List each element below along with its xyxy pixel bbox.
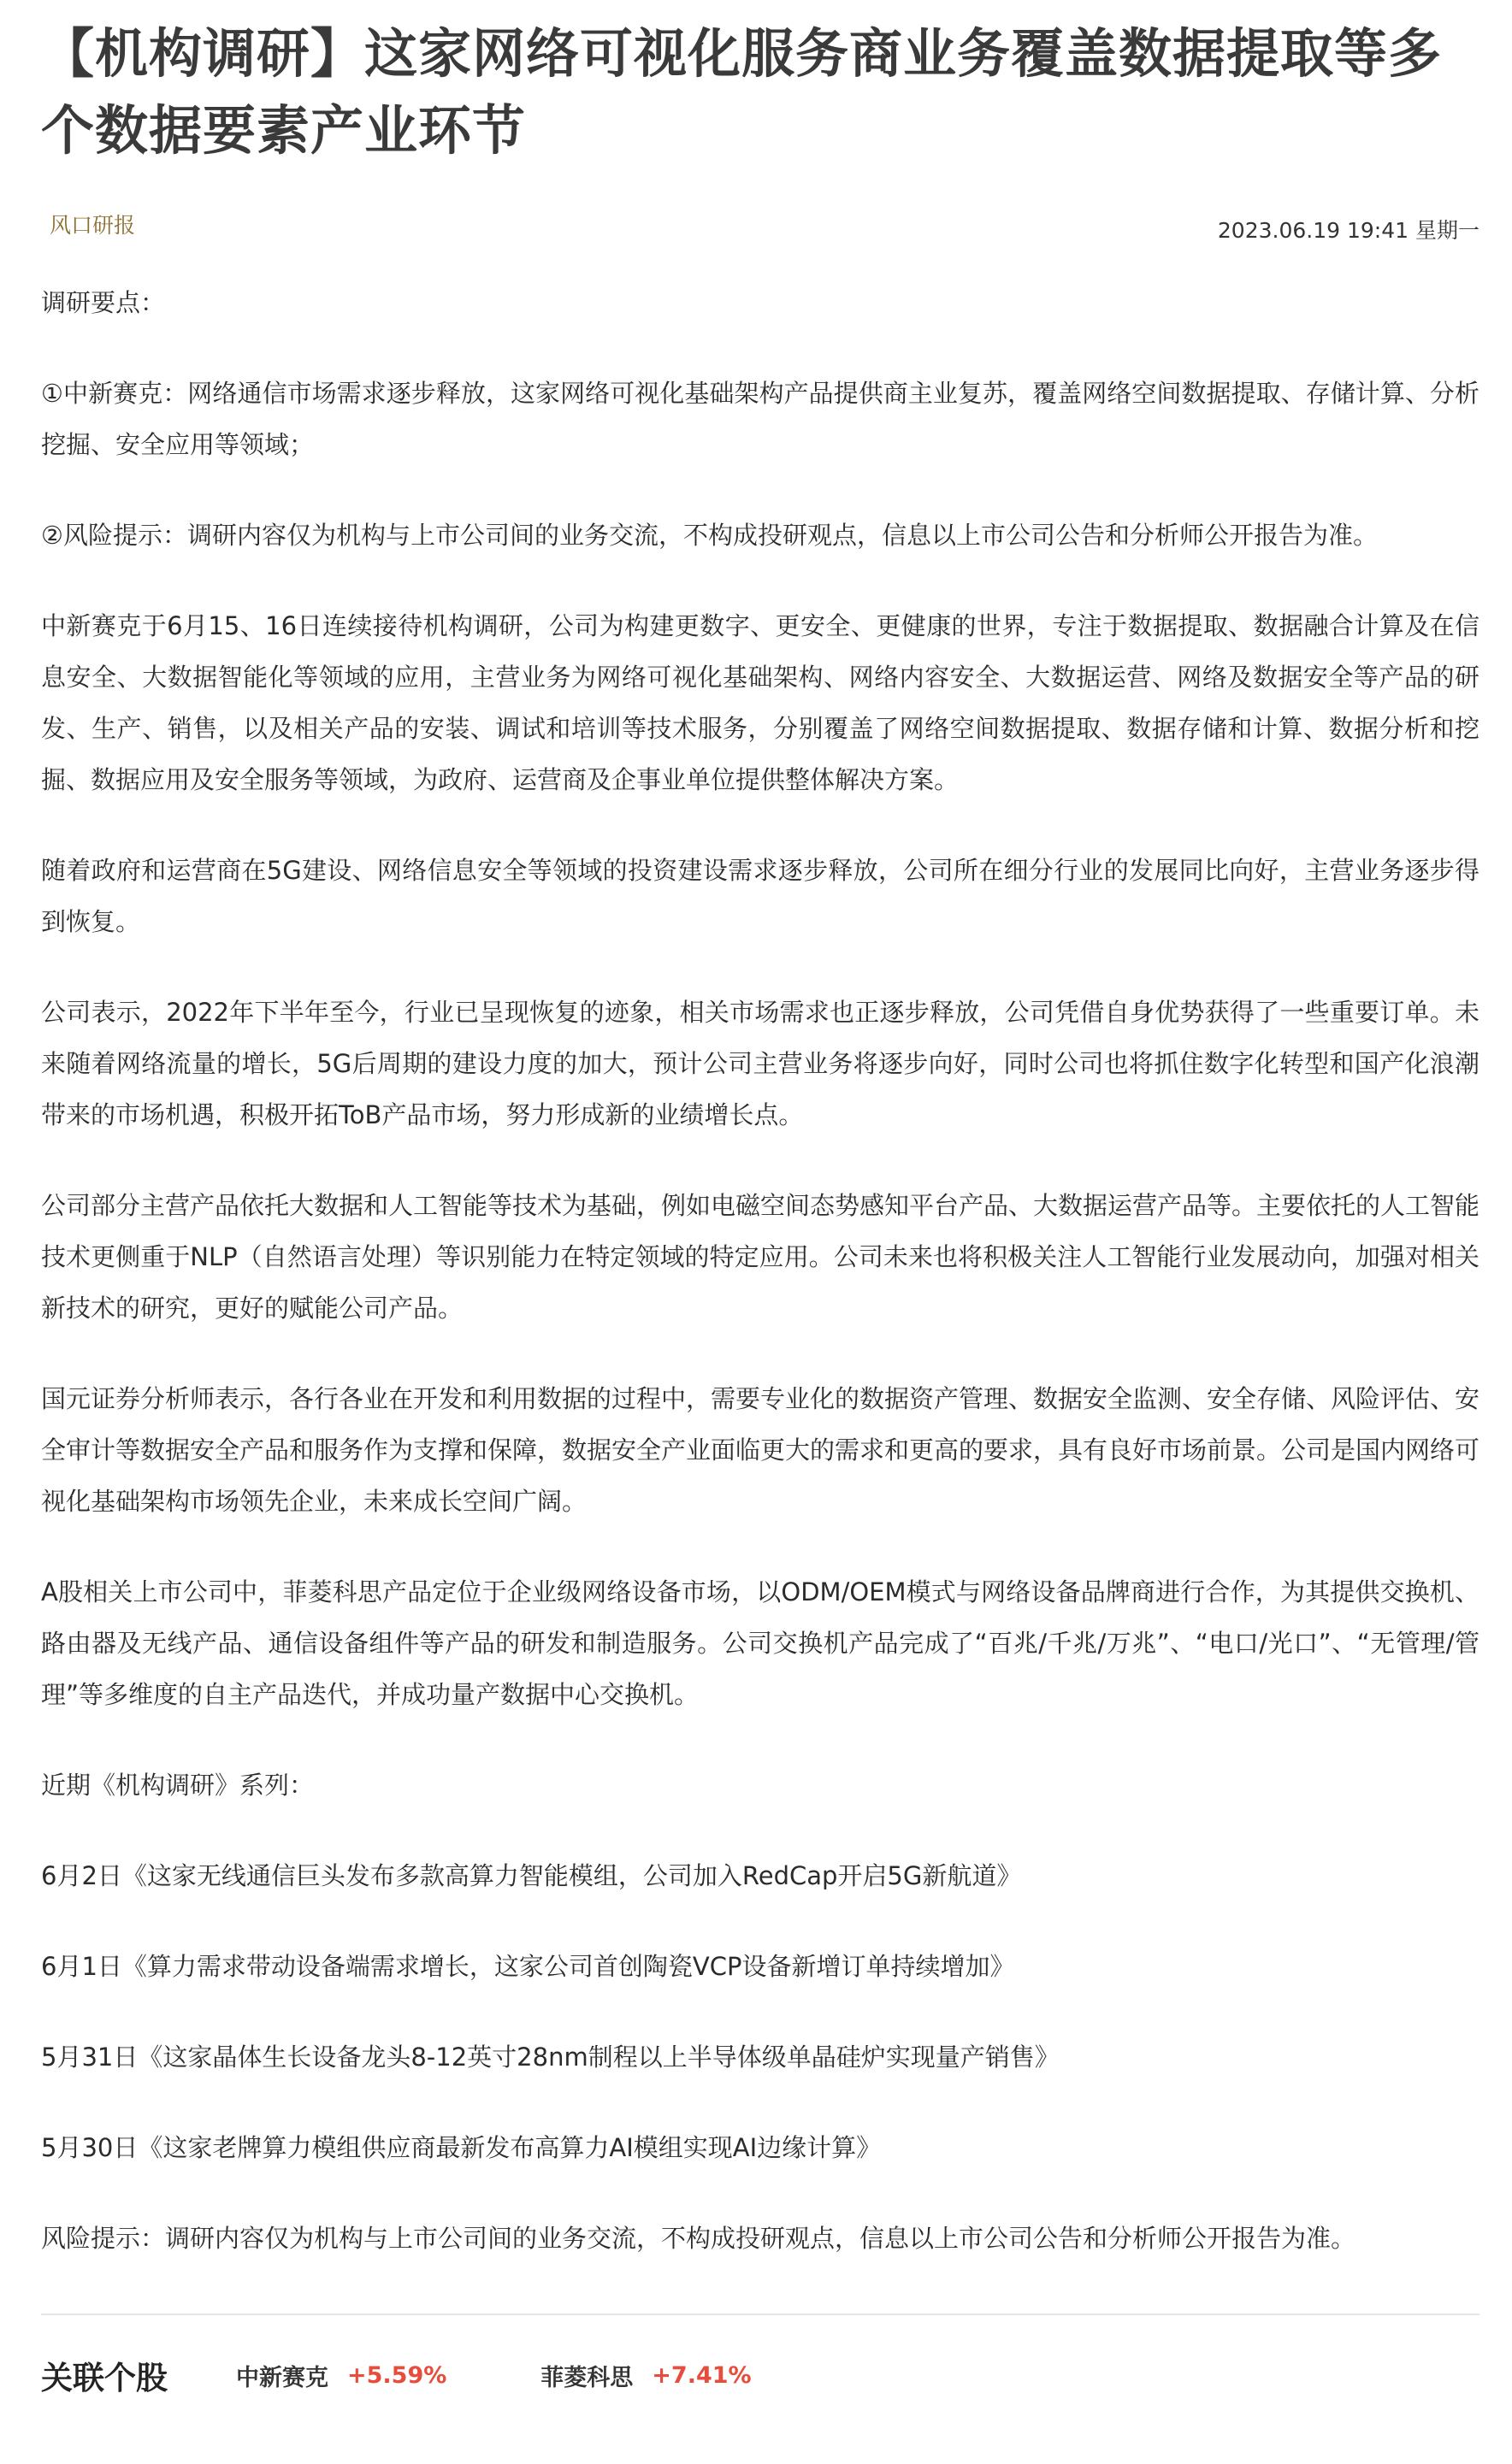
series-heading: 近期《机构调研》系列： [41, 1771, 315, 1800]
series-link[interactable]: 5月30日《这家老牌算力模组供应商最新发布高算力AI模组实现AI边缘计算》 [41, 2133, 882, 2162]
stock-change: +7.41% [652, 2361, 752, 2389]
stock-name: 中新赛克 [236, 2364, 328, 2391]
article-title: 【机构调研】这家网络可视化服务商业务覆盖数据提取等多个数据要素产业环节 [41, 22, 1443, 162]
article-source[interactable]: 风口研报 [50, 213, 136, 238]
article-page [41, 0, 1480, 2435]
stock-change: +5.59% [347, 2361, 447, 2389]
body-paragraph: A股相关上市公司中，菲菱科思产品定位于企业级网络设备市场，以ODM/OEM模式与网络设备品牌商进行合作，为其提供交换机、路由器及无线产品、通信设备组件等产品的研发和制造服务。公司交换机产品完成了“百兆/千兆/万兆”、“电口/光口”、“无管理/管理”等多维度的自主产品迭代，并成功量产数据中心交换机。 [41, 1577, 1480, 1709]
related-stocks-title: 关联个股 [41, 2360, 168, 2396]
stock-item-feiling-kesi[interactable] [540, 2359, 751, 2392]
series-link[interactable]: 6月1日《算力需求带动设备端需求增长，这家公司首创陶瓷VCP设备新增订单持续增加》 [41, 1952, 1015, 1981]
body-paragraph: 中新赛克于6月15、16日连续接待机构调研，公司为构建更数字、更安全、更健康的世界，专注于数据提取、数据融合计算及在信息安全、大数据智能化等领域的应用，主营业务为网络可视化基础架构、网络内容安全、大数据运营、网络及数据安全等产品的研发、生产、销售，以及相关产品的安装、调试和培训等技术服务，分别覆盖了网络空间数据提取、数据存储和计算、数据分析和挖掘、数据应用及安全服务等领域，为政府、运营商及企事业单位提供整体解决方案。 [41, 611, 1480, 794]
article-body [41, 277, 1480, 2264]
article-date: 2023.06.19 19:41 星期一 [1217, 218, 1480, 243]
related-stocks [41, 2315, 1480, 2435]
summary-heading: 调研要点： [41, 288, 166, 317]
summary-point-2: ②风险提示：调研内容仅为机构与上市公司间的业务交流，不构成投研观点，信息以上市公司公告和分析师公开报告为准。 [41, 521, 1379, 550]
summary-point-1: ①中新赛克：网络通信市场需求逐步释放，这家网络可视化基础架构产品提供商主业复苏，覆盖网络空间数据提取、存储计算、分析挖掘、安全应用等领域； [41, 379, 1480, 459]
body-paragraph: 国元证券分析师表示，各行各业在开发和利用数据的过程中，需要专业化的数据资产管理、数据安全监测、安全存储、风险评估、安全审计等数据安全产品和服务作为支撑和保障，数据安全产业面临更大的需求和更高的要求，具有良好市场前景。公司是国内网络可视化基础架构市场领先企业，未来成长空间广阔。 [41, 1384, 1480, 1516]
article-meta [41, 209, 1480, 260]
body-paragraph: 公司部分主营产品依托大数据和人工智能等技术为基础，例如电磁空间态势感知平台产品、大数据运营产品等。主要依托的人工智能技术更侧重于NLP（自然语言处理）等识别能力在特定领域的特定应用。公司未来也将积极关注人工智能行业发展动向，加强对相关新技术的研究，更好的赋能公司产品。 [41, 1191, 1480, 1323]
stock-name: 菲菱科思 [540, 2364, 634, 2391]
body-paragraph: 公司表示，2022年下半年至今，行业已呈现恢复的迹象，相关市场需求也正逐步释放，公司凭借自身优势获得了一些重要订单。未来随着网络流量的增长，5G后周期的建设力度的加大，预计公司主营业务将逐步向好，同时公司也将抓住数字化转型和国产化浪潮带来的市场机遇，积极开拓ToB产品市场，努力形成新的业绩增长点。 [41, 998, 1480, 1129]
series-link[interactable]: 6月2日《这家无线通信巨头发布多款高算力智能模组，公司加入RedCap开启5G新航道》 [41, 1861, 1022, 1890]
risk-notice: 风险提示：调研内容仅为机构与上市公司间的业务交流，不构成投研观点，信息以上市公司公告和分析师公开报告为准。 [41, 2224, 1356, 2253]
body-paragraph: 随着政府和运营商在5G建设、网络信息安全等领域的投资建设需求逐步释放，公司所在细分行业的发展同比向好，主营业务逐步得到恢复。 [41, 856, 1480, 936]
series-link[interactable]: 5月31日《这家晶体生长设备龙头8-12英寸28nm制程以上半导体级单晶硅炉实现量产销售》 [41, 2043, 1060, 2072]
stock-item-zhongxin-saike[interactable] [236, 2359, 446, 2392]
